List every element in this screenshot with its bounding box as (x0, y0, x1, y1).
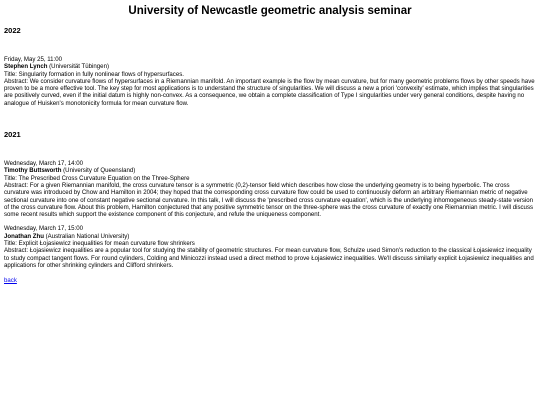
speaker-name: Jonathan Zhu (4, 232, 44, 240)
speaker-name: Stephen Lynch (4, 63, 48, 71)
speaker-name: Timothy Buttsworth (4, 167, 62, 175)
talk-entry (4, 56, 536, 107)
talk-date: Wednesday, March 17, 14:00 (4, 160, 84, 168)
talk-speaker-line (4, 167, 536, 174)
talk-entry (4, 160, 536, 218)
year-heading-2021: 2021 (4, 130, 21, 140)
speaker-affiliation: (Universität Tübingen) (49, 63, 109, 71)
talk-abstract: Abstract: Łojasiewicz inequalities are a popular tool for studying the stability of geometric structures. For mean curvature flow, Schulze used Simon's reduction to the classical Łojasiewicz inequality to study compact tangent flows. For round cylinders, Colding and Minicozzi instead used a direct method to prove Łojasiewicz inequalities. We'll discuss similarly explicit Łojasiewicz inequalities and applications for other shrinking cylinders and Clifford shrinkers. (4, 247, 534, 269)
talk-speaker-line (4, 233, 536, 240)
talk-title: Title: Singularity formation in fully nonlinear flows of hypersurfaces. (4, 70, 184, 78)
page (0, 4, 540, 287)
talk-speaker-line (4, 63, 536, 70)
back-link[interactable]: back (4, 277, 17, 285)
spacer (4, 140, 536, 160)
talk-title: Title: The Prescribed Cross Curvature Equation on the Three-Sphere (4, 174, 190, 182)
year-heading-2022: 2022 (4, 26, 21, 35)
talk-abstract: Abstract: We consider curvature flows of hypersurfaces in a Riemannian manifold. An important example is the flow by mean curvature, but for many geometric problems flows by other speeds have proven to be a more effective tool. The key step for most applications is to understand the structure of singularities. We will discuss a new a priori 'convexity' estimate, which implies that singularities are positively curved, even if the initial datum is highly non-convex. As a consequence, we obtain a complete classification of Type I singularities under very general conditions, despite having no analogue of Huisken's monotonicity formula for mean curvature flow. (4, 77, 535, 107)
spacer (4, 36, 536, 56)
talk-entry (4, 225, 536, 269)
speaker-affiliation: (Australian National University) (45, 232, 130, 240)
page-title: University of Newcastle geometric analysis seminar (128, 5, 412, 17)
speaker-affiliation: (University of Queensland) (63, 167, 136, 175)
talk-title: Title: Explicit Łojasiewicz inequalities for mean curvature flow shrinkers (4, 240, 195, 248)
talk-date: Wednesday, March 17, 15:00 (4, 225, 84, 233)
talk-date: Friday, May 25, 11:00 (4, 56, 63, 63)
talk-abstract: Abstract: For a given Riemannian manifold, the cross curvature tensor is a symmetric (0,2)-tensor field which describes how close the underlying geometry is to being hyperbolic. The cross curvature was introduced by Chow and Hamilton in 2004; they hoped that the corresponding cross curvature flow could be used to continuously deform an arbitrary Riemannian metric of negative sectional curvature into one of constant negative sectional curvature. In this talk, I will discuss the 'prescribed cross curvature equation', which is the underlying inhomogeneous steady-state version of the cross curvature flow. About this problem, Hamilton conjectured that any positive symmetric tensor on the three-sphere was the cross curvature of exactly one Riemannian metric. I will discuss some recent results which support the existence component of this conjecture, and refute the uniqueness component. (4, 181, 534, 219)
